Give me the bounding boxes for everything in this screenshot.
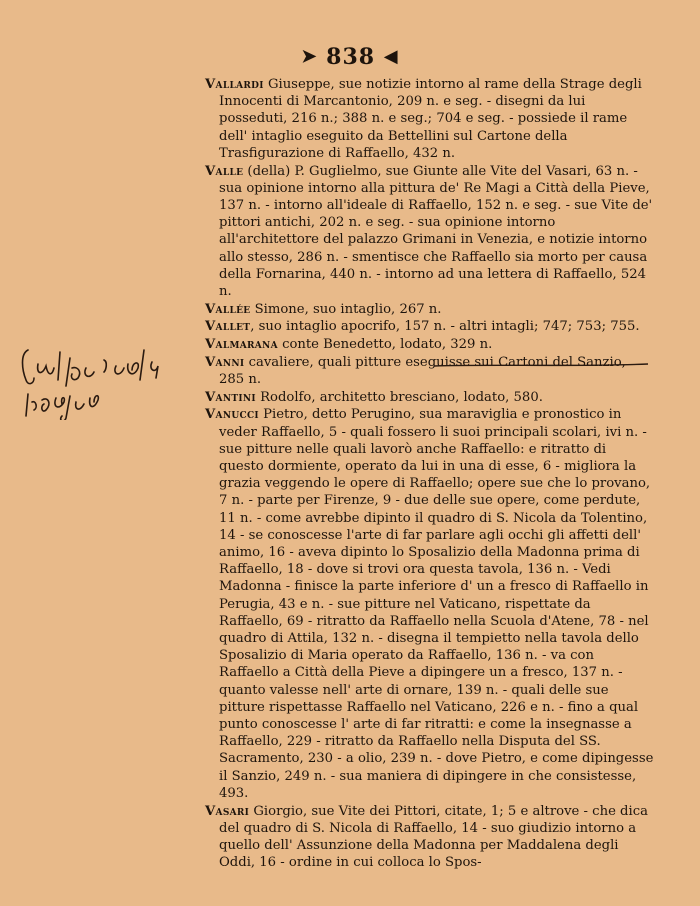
- entry-heading: Valle: [205, 163, 244, 179]
- index-entries: [205, 76, 655, 872]
- entry-text: Pietro, detto Perugino, sua maraviglia e pronostico in veder Raffaello, 5 - quali fossero li suoi principali scolari, ivi n. - sue pitture nelle quali lavorò anche Raffaello: e ritratto di questo dormiente, operato da lui in una di esse, 6 - migliora la grazia veggendo le opere di Raffaello; opere sue che lo provano, 7 n. - parte per Firenze, 9 - due delle sue opere, come perdute, 11 n. - come avrebbe dipinto il quadro di S. Nicola da Tolentino, 14 - se conoscesse l'arte di far parlare agli occhi gli affetti dell' animo, 16 - aveva dipinto lo Sposalizio della Madonna prima di Raffaello, 18 - dove si trovi ora questa tavola, 136 n. - Vedi Madonna - finisce la parte inferiore d' un a fresco di Raffaello in Perugia, 43 e n. - sue pitture nel Vaticano, rispettate da Raffaello, 69 - ritratto da Raffaello nella Scuola d'Atene, 78 - nel quadro di Attila, 132 n. - disegna il tempietto nella tavola dello Sposalizio di Maria operato da Raffaello, 136 n. - va con Raffaello a Città della Pieve a dipingere un a fresco, 137 n. - quanto valesse nell' arte di ornare, 139 n. - quali delle sue pitture rispettasse Raffaello nel Vaticano, 226 e n. - fino a qual punto conoscesse l' arte di far ritratti: e come la insegnasse a Raffaello, 229 - ritratto da Raffaello nella Disputa del SS. Sacramento, 230 - a olio, 239 n. - dove Pietro, e come dipingesse il Sanzio, 249 n. - sua maniera di dipingere in che consistesse, 493.: [219, 407, 654, 801]
- entry-text: (della) P. Guglielmo, sue Giunte alle Vite del Vasari, 63 n. - sua opinione intorno alla pittura de' Re Magi a Città della Pieve, 137 n. - intorno all'ideale di Raffaello, 152 n. e seg. - sue Vite de' pittori antichi, 202 n. e seg. - sua opinione intorno all'architettore del palazzo Grimani in Venezia, e notizie intorno allo stesso, 286 n. - smentisce che Raffaello sia morto per causa della Fornarina, 440 n. - intorno ad una lettera di Raffaello, 524 n.: [219, 163, 653, 299]
- entry-text: conte Benedetto, lodato, 329 n.: [277, 337, 493, 353]
- entry-heading: Vanucci: [205, 407, 259, 423]
- index-entry-vallet: [205, 318, 655, 335]
- entry-text: Giuseppe, sue notizie intorno al rame della Strage degli Innocenti di Marcantonio, 209 n. e seg. - disegni da lui posseduti, 216 n.; 388 n. e seg.; 704 e seg. - possiede il rame dell' intaglio eseguito da Bettellini sul Cartone della Trasfigurazione di Raffaello, 432 n.: [219, 77, 642, 161]
- entry-heading: Valmarana: [205, 337, 278, 353]
- page-number: [0, 44, 700, 70]
- index-entry-vantini: [205, 389, 655, 406]
- index-entry-vallee: [205, 301, 655, 318]
- handwritten-margin-note: [8, 340, 188, 420]
- page-number-text: 838: [326, 44, 376, 70]
- entry-heading: Vasari: [205, 803, 250, 819]
- ink-underline: [432, 361, 650, 369]
- entry-text: Rodolfo, architetto bresciano, lodato, 580.: [255, 389, 543, 405]
- entry-heading: Vantini: [205, 389, 256, 405]
- index-entry-vasari: [205, 803, 655, 872]
- index-entry-valmarana: [205, 336, 655, 353]
- index-entry-valle: [205, 163, 655, 301]
- entry-heading: Vallet: [205, 319, 251, 335]
- left-arrow-ornament: ◀: [383, 46, 399, 67]
- entry-text: Giorgio, sue Vite dei Pittori, citate, 1; 5 e altrove - che dica del quadro di S. Nicola di Raffaello, 14 - suo giudizio intorno a quello dell' Assunzione della Madonna per Maddalena degli Oddi, 16 - ordine in cui colloca lo Spos-: [219, 803, 648, 871]
- entry-heading: Vallardi: [205, 77, 264, 92]
- index-entry-vanucci: [205, 406, 655, 802]
- index-entry-vanni: [205, 354, 655, 388]
- entry-text: cavaliere, quali pitture eseguisse sui Cartoni del Sanzio, 285 n.: [219, 354, 626, 387]
- entry-text: Simone, suo intaglio, 267 n.: [250, 301, 442, 317]
- entry-heading: Vanni: [205, 354, 245, 370]
- right-arrow-ornament: ➤: [301, 46, 318, 67]
- index-entry-vallardi: [205, 76, 655, 162]
- entry-heading: Vallée: [205, 301, 251, 317]
- entry-text: , suo intaglio apocrifo, 157 n. - altri intagli; 747; 753; 755.: [250, 319, 640, 335]
